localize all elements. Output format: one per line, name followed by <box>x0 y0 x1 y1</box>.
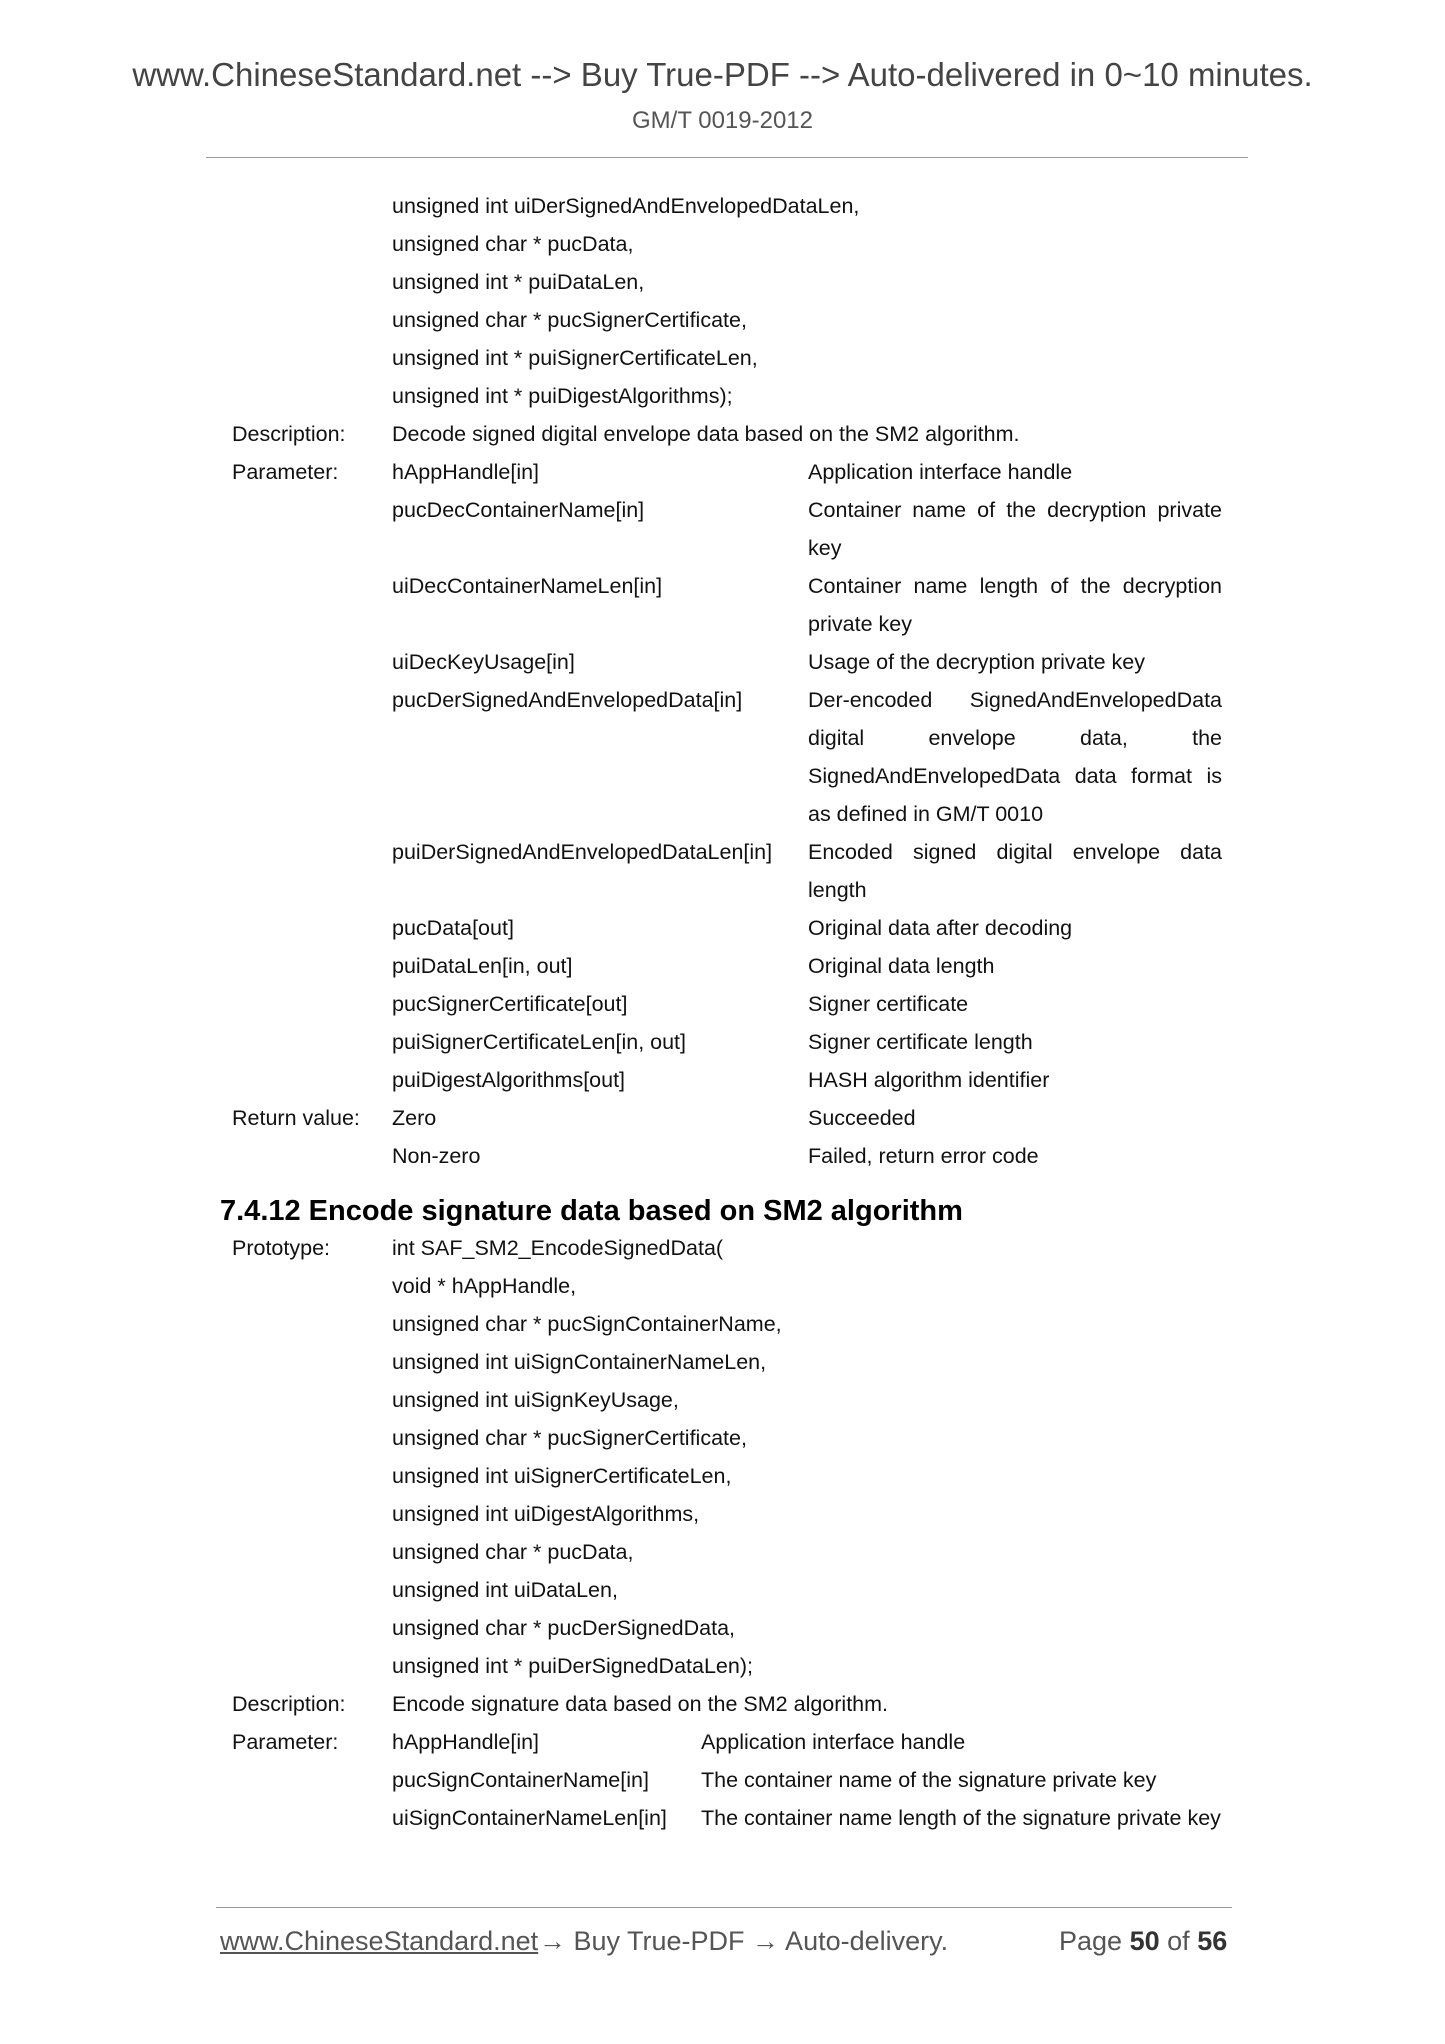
param-desc: private key <box>808 612 912 636</box>
param-desc: Signer certificate <box>808 992 969 1016</box>
prototype-line: unsigned char * pucData, <box>392 1540 634 1564</box>
footer-text: → Buy True-PDF → Auto-delivery. <box>539 1926 949 1956</box>
prototype-line: unsigned char * pucSignContainerName, <box>392 1312 782 1336</box>
page-current: 50 <box>1129 1926 1160 1956</box>
prototype-line: unsigned char * pucSignerCertificate, <box>392 1426 747 1450</box>
header-divider <box>206 157 1248 158</box>
param-desc: Usage of the decryption private key <box>808 650 1146 674</box>
param-name: puiDataLen[in, out] <box>392 954 573 978</box>
description-text: Decode signed digital envelope data based on the SM2 algorithm. <box>392 422 1020 446</box>
return-value: Zero <box>392 1106 437 1130</box>
param-desc: HASH algorithm identifier <box>808 1068 1050 1092</box>
param-name: pucSignContainerName[in] <box>392 1768 649 1792</box>
param-name: pucDecContainerName[in] <box>392 498 645 522</box>
param-desc: Container name length of the decryption <box>808 574 1222 598</box>
param-desc: The container name of the signature private key <box>701 1768 1157 1792</box>
description-label: Description: <box>232 1692 346 1716</box>
param-name: pucDerSignedAndEnvelopedData[in] <box>392 688 743 712</box>
param-desc: Signer certificate length <box>808 1030 1033 1054</box>
section-heading: 7.4.12 Encode signature data based on SM2 algorithm <box>220 1195 963 1227</box>
prototype-line: void * hAppHandle, <box>392 1274 577 1298</box>
prototype-label: Prototype: <box>232 1236 330 1260</box>
param-name: uiSignContainerNameLen[in] <box>392 1806 667 1830</box>
param-desc: length <box>808 878 867 902</box>
prototype-line: unsigned int * puiDataLen, <box>392 270 645 294</box>
param-desc: SignedAndEnvelopedData data format is <box>808 764 1222 788</box>
param-name: hAppHandle[in] <box>392 1730 540 1754</box>
param-desc: Container name of the decryption private <box>808 498 1222 522</box>
prototype-line: unsigned int * puiDigestAlgorithms); <box>392 384 733 408</box>
return-desc: Succeeded <box>808 1106 916 1130</box>
param-desc: Der-encoded SignedAndEnvelopedData <box>808 688 1222 712</box>
page-total: 56 <box>1197 1926 1228 1956</box>
return-value: Non-zero <box>392 1144 481 1168</box>
param-desc: Original data length <box>808 954 995 978</box>
prototype-line: unsigned int uiDerSignedAndEnvelopedDataLen, <box>392 194 860 218</box>
param-desc: Application interface handle <box>808 460 1073 484</box>
footer-link[interactable]: www.ChineseStandard.net <box>220 1926 539 1956</box>
parameter-label: Parameter: <box>232 460 339 484</box>
param-name: uiDecKeyUsage[in] <box>392 650 575 674</box>
page-number <box>1059 1926 1227 1957</box>
param-desc: key <box>808 536 842 560</box>
prototype-line: unsigned int uiSignKeyUsage, <box>392 1388 679 1412</box>
footer-divider <box>216 1907 1232 1908</box>
page-of: of <box>1167 1926 1190 1956</box>
return-desc: Failed, return error code <box>808 1144 1039 1168</box>
page-prefix: Page <box>1059 1926 1123 1956</box>
param-desc: Original data after decoding <box>808 916 1073 940</box>
param-name: hAppHandle[in] <box>392 460 540 484</box>
header-banner: www.ChineseStandard.net --> Buy True-PDF --> Auto-delivered in 0~10 minutes. <box>132 56 1313 93</box>
prototype-line: int SAF_SM2_EncodeSignedData( <box>392 1236 724 1260</box>
param-name: puiSignerCertificateLen[in, out] <box>392 1030 687 1054</box>
param-desc: The container name length of the signature private key <box>701 1806 1221 1830</box>
param-name: uiDecContainerNameLen[in] <box>392 574 663 598</box>
prototype-line: unsigned int uiSignContainerNameLen, <box>392 1350 767 1374</box>
prototype-line: unsigned int * puiDerSignedDataLen); <box>392 1654 753 1678</box>
param-name: pucSignerCertificate[out] <box>392 992 628 1016</box>
description-text: Encode signature data based on the SM2 algorithm. <box>392 1692 889 1716</box>
param-name: pucData[out] <box>392 916 514 940</box>
parameter-label: Parameter: <box>232 1730 339 1754</box>
prototype-line: unsigned char * pucData, <box>392 232 634 256</box>
return-value-label: Return value: <box>232 1106 360 1130</box>
param-name: puiDigestAlgorithms[out] <box>392 1068 626 1092</box>
prototype-line: unsigned int uiDigestAlgorithms, <box>392 1502 700 1526</box>
standard-number: GM/T 0019-2012 <box>632 107 813 134</box>
description-label: Description: <box>232 422 346 446</box>
param-desc: digital envelope data, the <box>808 726 1222 750</box>
param-desc: Encoded signed digital envelope data <box>808 840 1222 864</box>
prototype-line: unsigned char * pucDerSignedData, <box>392 1616 736 1640</box>
prototype-line: unsigned int * puiSignerCertificateLen, <box>392 346 758 370</box>
prototype-line: unsigned int uiSignerCertificateLen, <box>392 1464 732 1488</box>
param-name: puiDerSignedAndEnvelopedDataLen[in] <box>392 840 773 864</box>
param-desc: as defined in GM/T 0010 <box>808 802 1044 826</box>
prototype-line: unsigned int uiDataLen, <box>392 1578 618 1602</box>
prototype-line: unsigned char * pucSignerCertificate, <box>392 308 747 332</box>
param-desc: Application interface handle <box>701 1730 966 1754</box>
